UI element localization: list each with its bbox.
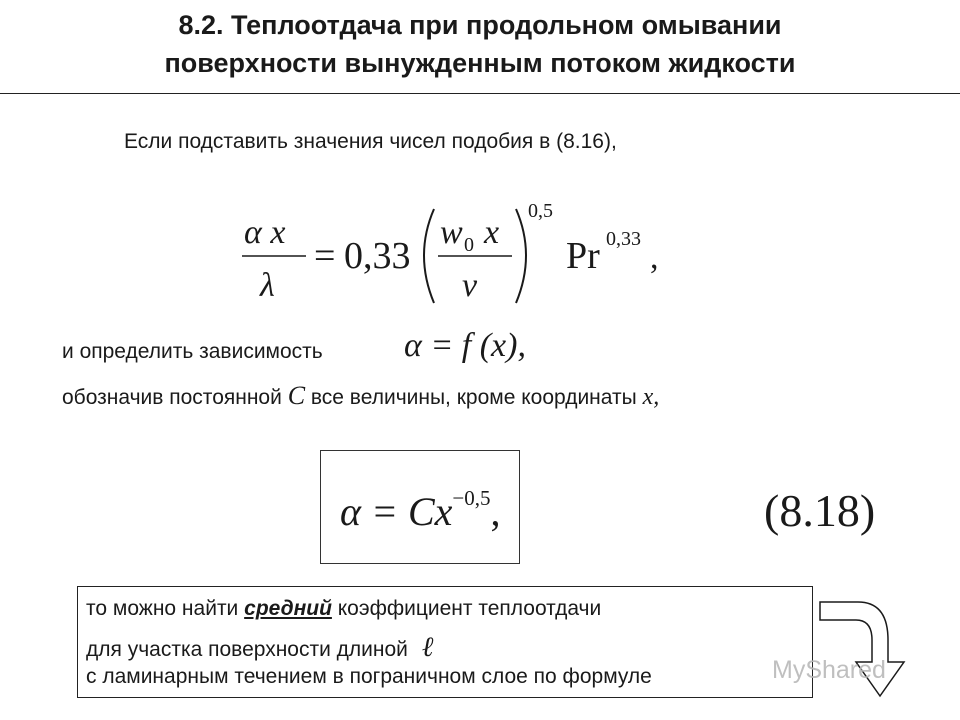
note-emphasis: средний [244,597,332,620]
note-line-1-pre: то можно найти [86,597,239,620]
formula-nu: ν [462,267,478,304]
formula-comma: , [650,239,659,276]
note-line-2-text: для участка поверхности длиной [86,638,408,661]
formula-equals: = [314,235,336,277]
note-line-1-post: коэффициент теплоотдачи [337,597,602,620]
title-line-1: 8.2. Теплоотдача при продольном омывании [178,10,782,40]
formula-coefficient: 0,33 [344,235,411,277]
formula-lambda: λ [260,267,275,304]
constant-var: x, [642,384,660,410]
constant-symbol: C [287,381,306,410]
intro-text: Если подставить значения чисел подобия в (8.16), [124,130,617,153]
formula-w: w [440,214,463,251]
watermark-text: MyShared [772,656,886,684]
paren-right [516,209,526,303]
alpha-formula [340,488,501,535]
title-divider [0,93,960,94]
page-title [0,6,960,82]
formula-alpha-x: α x [244,214,286,251]
note-line-2 [86,632,433,664]
formula-outer-exponent: 0,5 [528,200,553,222]
constant-text-2: все величины, кроме координаты [310,386,637,409]
formula-x: x [484,214,500,251]
formula-pr-exponent: 0,33 [606,228,641,250]
note-line-3: с ламинарным течением в пограничном слое по формуле [86,665,652,688]
note-length-symbol: ℓ [421,632,434,663]
equation-number: (8.18) [764,485,876,536]
alpha-formula-comma: , [490,489,501,534]
similarity-formula [230,195,670,315]
note-line-1 [86,597,601,621]
constant-line [62,381,659,411]
paren-left [424,209,434,303]
note-box [77,586,813,698]
dependency-formula: α = f (x), [404,327,526,364]
alpha-formula-exponent: −0,5 [452,486,491,510]
curved-arrow-icon [818,600,910,700]
alpha-formula-lhs: α = Cx [340,489,453,534]
dependency-text: и определить зависимость [62,340,323,363]
formula-w-subscript: 0 [464,234,474,256]
constant-text-1: обозначив постоянной [62,386,282,409]
formula-pr: Pr [566,235,600,277]
title-line-2: поверхности вынужденным потоком жидкости [164,48,796,78]
